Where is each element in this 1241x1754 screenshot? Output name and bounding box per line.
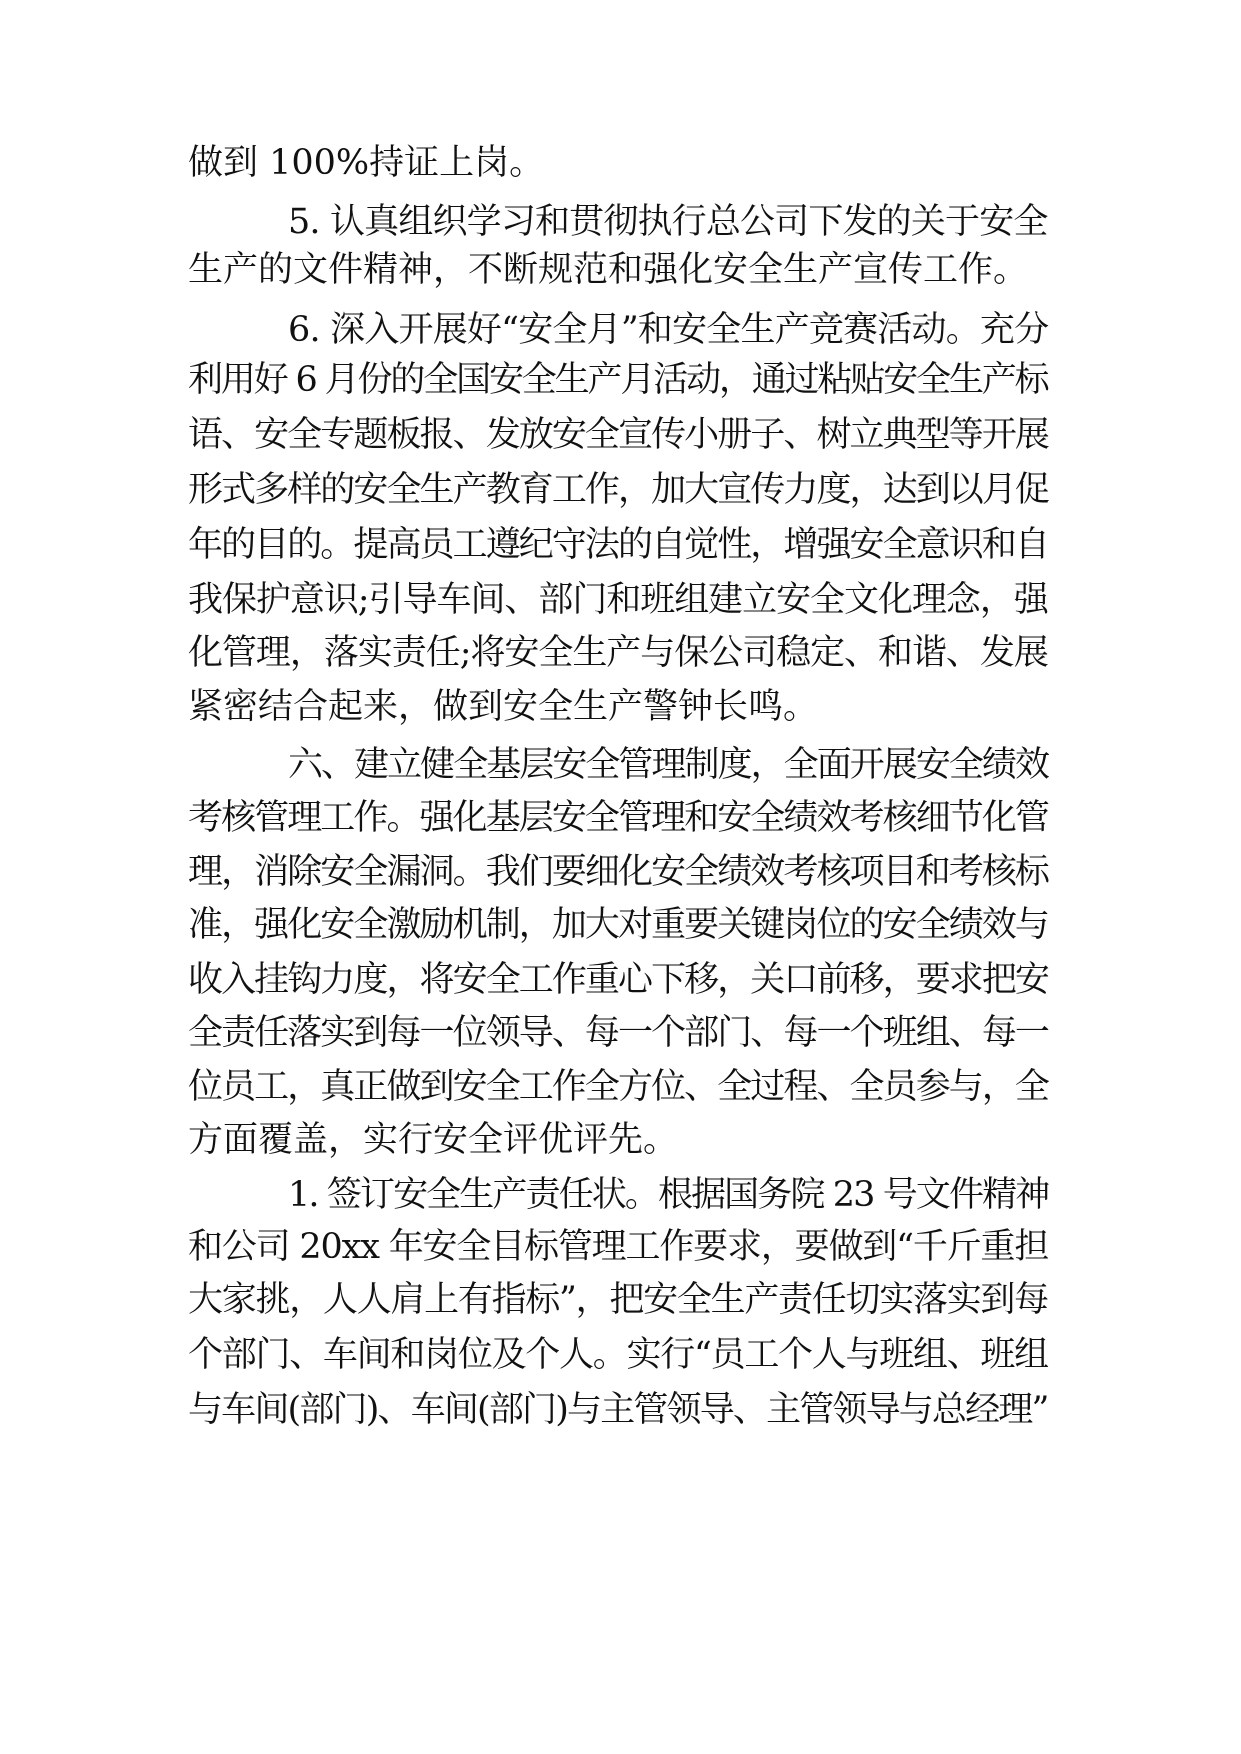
text-line: 形式多样的安全生产教育工作，加大宣传力度，达到以月促 — [188, 470, 1049, 510]
text-line: 个部门、车间和岗位及个人。实行“员工个人与班组、班组 — [188, 1335, 1048, 1375]
text-line: 5. 认真组织学习和贯彻执行总公司下发的关于安全 — [288, 202, 1048, 242]
text-line: 化管理，落实责任;将安全生产与保公司稳定、和谐、发展 — [188, 633, 1048, 673]
text-line: 和公司 20xx 年安全目标管理工作要求，要做到“千斤重担 — [188, 1227, 1049, 1267]
text-line: 大家挑，人人肩上有指标”，把安全生产责任切实落实到每 — [188, 1280, 1048, 1320]
text-line: 全责任落实到每一位领导、每一个部门、每一个班组、每一 — [188, 1013, 1049, 1053]
text-line: 收入挂钩力度，将安全工作重心下移，关口前移，要求把安 — [188, 960, 1049, 1000]
text-line: 方面覆盖，实行安全评优评先。 — [188, 1120, 679, 1160]
text-line: 准，强化安全激励机制，加大对重要关键岗位的安全绩效与 — [188, 905, 1049, 945]
text-line: 我保护意识;引导车间、部门和班组建立安全文化理念，强 — [188, 580, 1048, 620]
text-line: 利用好 6 月份的全国安全生产月活动，通过粘贴安全生产标 — [188, 360, 1048, 400]
text-line: 与车间(部门)、车间(部门)与主管领导、主管领导与总经理” — [188, 1390, 1048, 1430]
text-line: 考核管理工作。强化基层安全管理和安全绩效考核细节化管 — [188, 798, 1049, 838]
text-line: 紧密结合起来，做到安全生产警钟长鸣。 — [188, 687, 819, 727]
text-line: 理，消除安全漏洞。我们要细化安全绩效考核项目和考核标 — [188, 852, 1049, 892]
text-line: 6. 深入开展好“安全月”和安全生产竞赛活动。充分 — [288, 310, 1049, 350]
text-line: 语、安全专题板报、发放安全宣传小册子、树立典型等开展 — [188, 415, 1049, 455]
text-line: 生产的文件精神，不断规范和强化安全生产宣传工作。 — [188, 250, 1029, 290]
text-line: 做到 100%持证上岗。 — [188, 143, 545, 183]
text-line: 位员工，真正做到安全工作全方位、全过程、全员参与，全 — [188, 1067, 1049, 1107]
text-line: 年的目的。提高员工遵纪守法的自觉性，增强安全意识和自 — [188, 525, 1049, 565]
text-line: 六、建立健全基层安全管理制度，全面开展安全绩效 — [288, 745, 1049, 785]
text-line: 1. 签订安全生产责任状。根据国务院 23 号文件精神 — [288, 1175, 1049, 1215]
